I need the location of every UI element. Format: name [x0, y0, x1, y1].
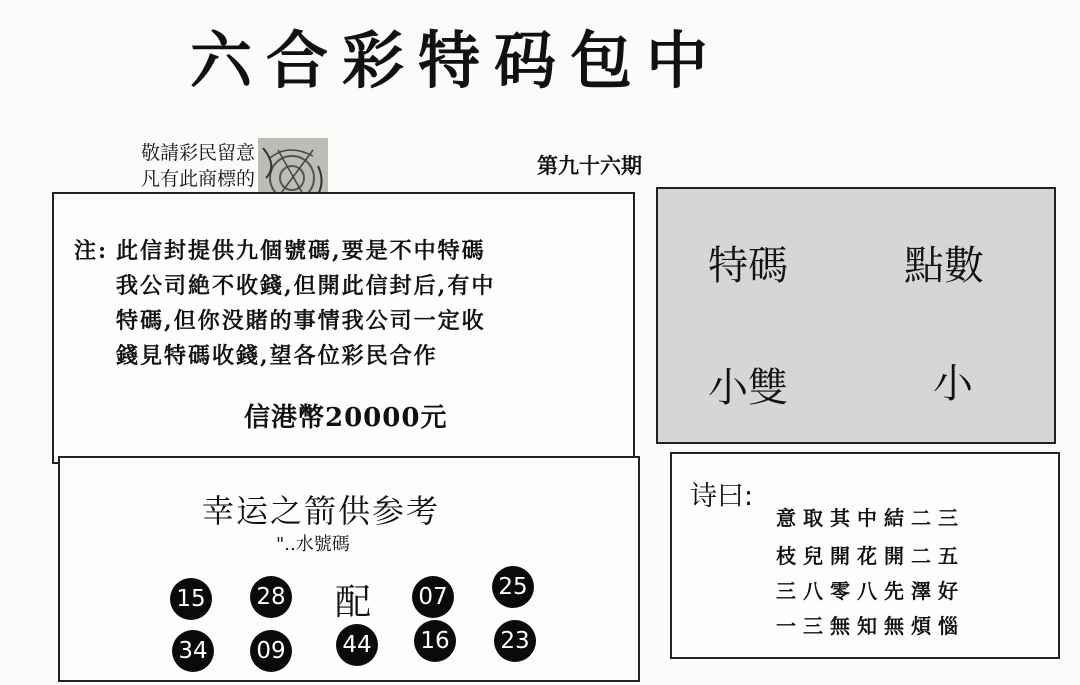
pei-label: 配: [335, 582, 372, 623]
number-ball: 34: [172, 630, 214, 672]
note-line: 特碼,但你没賭的事情我公司一定收: [116, 308, 486, 334]
lucky-subtitle: "..水號碼: [276, 534, 350, 555]
notice-line: 敬請彩民留意: [140, 142, 255, 164]
note-label: 注:: [74, 238, 109, 264]
lucky-numbers-box: [58, 456, 640, 682]
special-code-label: 特碼: [708, 243, 788, 289]
lucky-title: 幸运之箭供参考: [202, 492, 441, 530]
points-label: 點數: [904, 243, 984, 289]
number-ball: 44: [336, 624, 378, 666]
number-ball: 25: [492, 566, 534, 608]
number-ball: 09: [250, 630, 292, 672]
number-ball: 07: [412, 576, 454, 618]
page-title: 六合彩特码包中: [190, 24, 723, 97]
poem-line: 意取其中結二三: [776, 506, 965, 530]
special-code-box: [656, 187, 1056, 444]
note-line: 此信封提供九個號碼,要是不中特碼: [116, 238, 486, 264]
special-code-value: 小雙: [708, 365, 788, 411]
price-amount: 信港幣20000元: [244, 403, 448, 433]
number-ball: 15: [170, 578, 212, 620]
issue-number: 第九十六期: [537, 153, 642, 178]
poem-line: 三八零八先澤好: [776, 579, 965, 603]
number-ball: 23: [494, 620, 536, 662]
note-line: 我公司絶不收錢,但開此信封后,有中: [116, 273, 496, 299]
note-box: [52, 192, 635, 464]
number-ball: 28: [250, 576, 292, 618]
poem-box: [670, 452, 1060, 659]
number-ball: 16: [414, 620, 456, 662]
poem-line: 一三無知無煩惱: [776, 614, 965, 638]
points-value: 小: [933, 361, 973, 407]
poem-title: 诗曰:: [690, 481, 754, 512]
notice-line: 凡有此商標的: [140, 168, 255, 190]
note-line: 錢見特碼收錢,望各位彩民合作: [116, 343, 438, 369]
poem-line: 枝兒開花開二五: [776, 544, 965, 568]
